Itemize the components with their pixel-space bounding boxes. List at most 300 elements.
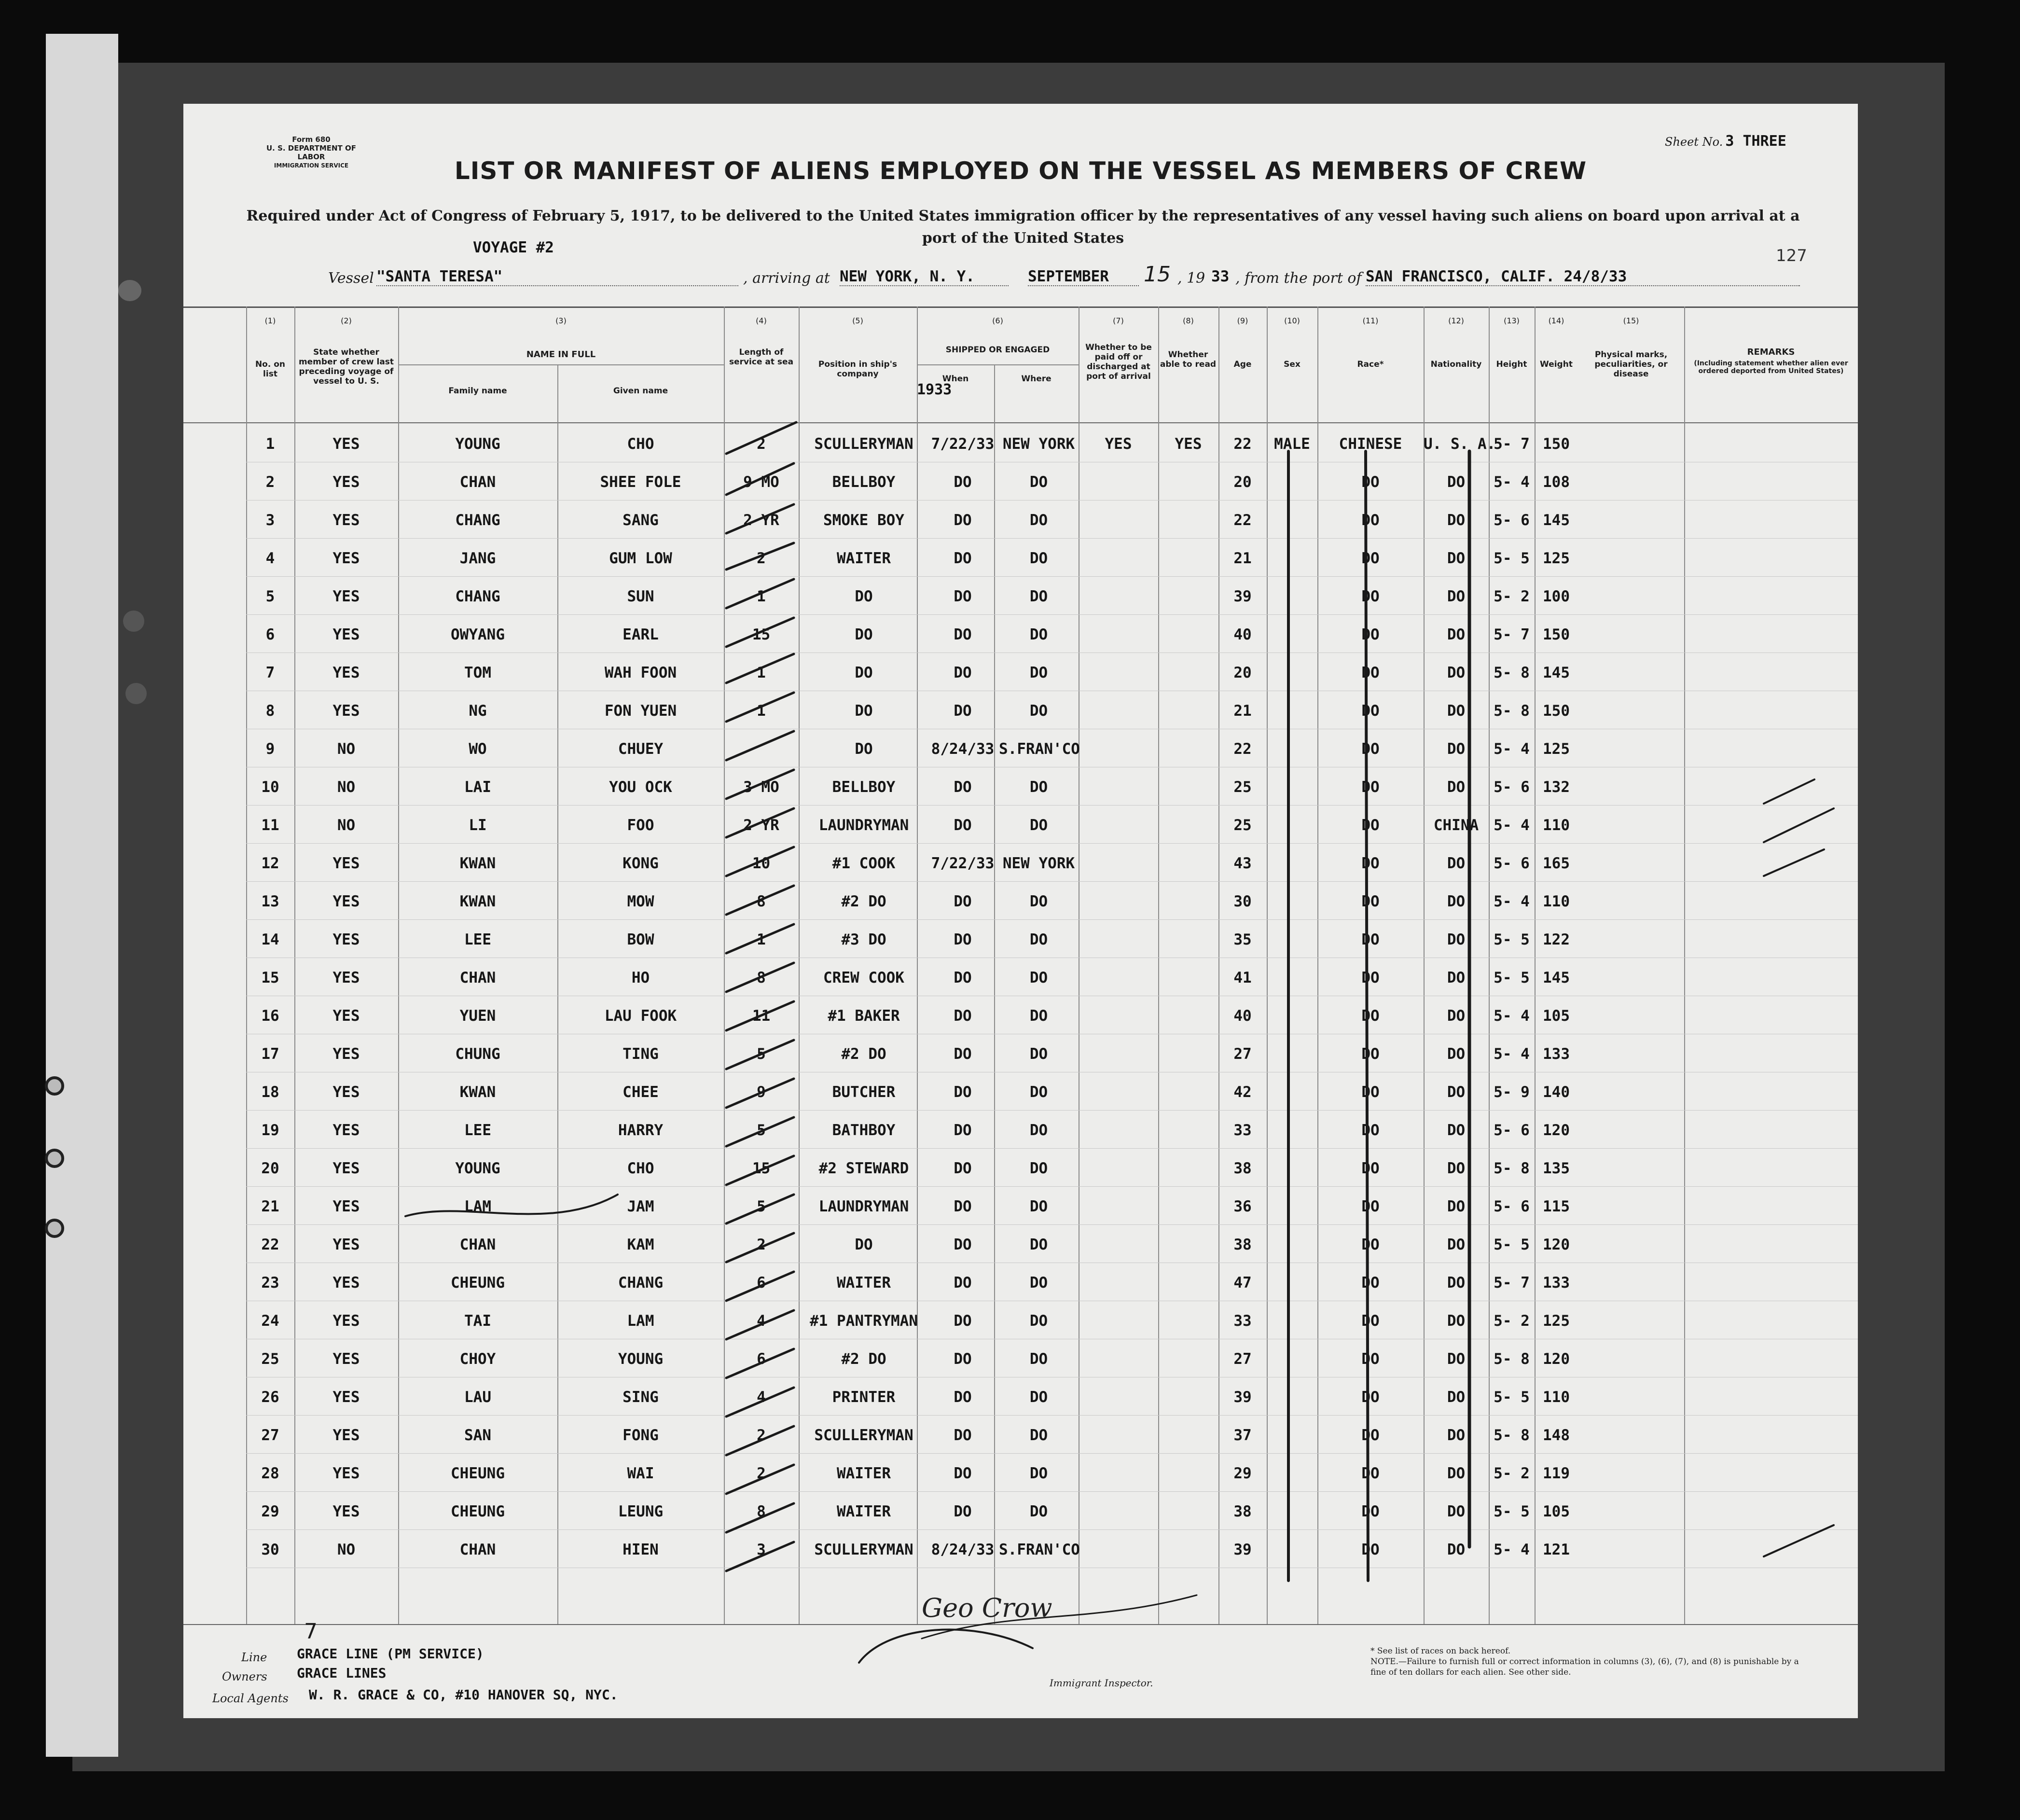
ship-position-cell: SCULLERYMAN	[814, 1427, 913, 1444]
height-cell: 5- 5	[1494, 550, 1530, 567]
check-mark	[726, 847, 794, 876]
given-name-cell: LAM	[627, 1312, 654, 1330]
crew-status-cell: YES	[332, 1389, 360, 1406]
given-name-cell: KONG	[623, 855, 659, 872]
engaged-when-cell: DO	[954, 1160, 972, 1177]
given-name-cell: LEUNG	[618, 1503, 664, 1520]
engaged-when-cell: DO	[954, 817, 972, 834]
given-name-cell: JAM	[627, 1198, 654, 1215]
header-paid-off: Whether to be paid off or discharged at port of arrival	[1085, 343, 1152, 381]
inspector-signature: Geo Crow	[922, 1593, 1052, 1623]
check-mark	[726, 618, 794, 647]
check-mark	[726, 463, 794, 495]
engaged-where-cell: DO	[1029, 1084, 1048, 1101]
engaged-where-cell: DO	[1029, 778, 1048, 796]
age-cell: 22	[1233, 512, 1252, 529]
paid-off-cell: YES	[1105, 435, 1132, 453]
race-cell: DO	[1361, 702, 1380, 720]
service: IMMIGRATION SERVICE	[274, 162, 349, 169]
weight-cell: 133	[1543, 1274, 1570, 1292]
nationality-cell: DO	[1447, 473, 1466, 491]
age-cell: 39	[1233, 588, 1252, 605]
crew-status-cell: YES	[332, 1084, 360, 1101]
given-name-cell: SHEE FOLE	[600, 473, 681, 491]
given-name-cell: HARRY	[618, 1122, 664, 1139]
nationality-cell: DO	[1447, 740, 1466, 758]
height-cell: 5- 2	[1494, 588, 1530, 605]
header-age: Age	[1233, 360, 1252, 369]
nationality-cell: DO	[1447, 1236, 1466, 1253]
handwritten-marks	[183, 104, 1858, 1718]
given-name-cell: TING	[623, 1045, 659, 1063]
height-cell: 5- 4	[1494, 1541, 1530, 1558]
engaged-when-cell: DO	[954, 664, 972, 681]
engaged-when-cell: DO	[954, 893, 972, 910]
engaged-where-cell: DO	[1029, 969, 1048, 986]
height-cell: 5- 4	[1494, 817, 1530, 834]
family-name-cell: CHAN	[459, 1236, 496, 1253]
check-mark	[726, 1040, 794, 1069]
header-remarks: REMARKS	[1747, 347, 1795, 357]
height-cell: 5- 8	[1494, 1160, 1530, 1177]
nationality-cell: DO	[1447, 1122, 1466, 1139]
list-number-cell: 27	[261, 1427, 279, 1444]
agents-label: Local Agents	[212, 1692, 289, 1705]
list-number-cell: 24	[261, 1312, 279, 1330]
engaged-when-cell: 8/24/33	[931, 1541, 995, 1558]
weight-cell: 132	[1543, 778, 1570, 796]
column-number: (11)	[1362, 316, 1379, 325]
family-name-cell: CHAN	[459, 473, 496, 491]
race-cell: DO	[1361, 931, 1380, 948]
check-mark	[726, 1426, 794, 1455]
check-mark	[726, 1079, 794, 1108]
service-length-cell: 2	[757, 1236, 766, 1253]
list-number-cell: 8	[265, 702, 275, 720]
crew-status-cell: NO	[337, 817, 356, 834]
given-name-cell: KAM	[627, 1236, 654, 1253]
crew-status-cell: YES	[332, 1465, 360, 1482]
engaged-where-cell: DO	[1029, 473, 1048, 491]
check-mark	[726, 1310, 794, 1339]
engaged-when-cell: DO	[954, 1007, 972, 1025]
given-name-cell: GUM LOW	[609, 550, 672, 567]
race-cell: DO	[1361, 893, 1380, 910]
race-cell: DO	[1361, 817, 1380, 834]
given-name-cell: FON YUEN	[604, 702, 677, 720]
service-length-cell: 11	[752, 1007, 771, 1025]
service-length-cell: 5	[757, 1198, 766, 1215]
race-cell: DO	[1361, 1236, 1380, 1253]
nationality-cell: DO	[1447, 1045, 1466, 1063]
check-mark	[726, 1349, 794, 1378]
race-cell: DO	[1361, 1274, 1380, 1292]
header-weight: Weight	[1540, 360, 1573, 369]
list-number-cell: 12	[261, 855, 279, 872]
race-cell: DO	[1361, 473, 1380, 491]
age-cell: 27	[1233, 1045, 1252, 1063]
ship-position-cell: DO	[855, 626, 873, 643]
list-number-cell: 14	[261, 931, 279, 948]
family-name-cell: CHEUNG	[451, 1465, 505, 1482]
ship-position-cell: #2 DO	[841, 893, 886, 910]
age-cell: 42	[1233, 1084, 1252, 1101]
engaged-when-cell: DO	[954, 1122, 972, 1139]
engaged-when-cell: DO	[954, 1312, 972, 1330]
engaged-where-cell: DO	[1029, 550, 1048, 567]
family-name-cell: LEE	[464, 931, 491, 948]
column-number: (15)	[1623, 316, 1639, 325]
family-name-cell: OWYANG	[451, 626, 505, 643]
check-mark	[726, 808, 794, 837]
engaged-when-cell: DO	[954, 626, 972, 643]
list-number-cell: 19	[261, 1122, 279, 1139]
list-number-cell: 22	[261, 1236, 279, 1253]
given-name-cell: YOUNG	[618, 1350, 664, 1368]
nationality-cell: DO	[1447, 664, 1466, 681]
crew-status-cell: YES	[332, 1198, 360, 1215]
list-number-cell: 9	[265, 740, 275, 758]
given-name-cell: BOW	[627, 931, 654, 948]
ship-position-cell: DO	[855, 588, 873, 605]
ship-position-cell: DO	[855, 664, 873, 681]
family-name-cell: CHANG	[455, 512, 500, 529]
list-number-cell: 18	[261, 1084, 279, 1101]
nationality-cell: DO	[1447, 626, 1466, 643]
ditto-line	[1366, 451, 1368, 1581]
weight-cell: 105	[1543, 1007, 1570, 1025]
height-cell: 5- 6	[1494, 512, 1530, 529]
service-length-cell: 9 MO	[743, 473, 779, 491]
engaged-when-cell: DO	[954, 473, 972, 491]
weight-cell: 145	[1543, 512, 1570, 529]
line-value: GRACE LINE (PM SERVICE)	[297, 1646, 484, 1662]
manifest-sheet	[183, 104, 1858, 1718]
age-cell: 36	[1233, 1198, 1252, 1215]
ship-position-cell: DO	[855, 702, 873, 720]
height-cell: 5- 5	[1494, 969, 1530, 986]
given-name-cell: CHANG	[618, 1274, 664, 1292]
check-mark	[726, 770, 794, 799]
service-length-cell: 1	[757, 702, 766, 720]
race-cell: DO	[1361, 1503, 1380, 1520]
service-length-cell: 2	[757, 1465, 766, 1482]
weight-cell: 125	[1543, 550, 1570, 567]
height-cell: 5- 8	[1494, 1350, 1530, 1368]
check-mark	[726, 1465, 794, 1494]
service-length-cell: 2 YR	[743, 512, 779, 529]
weight-cell: 140	[1543, 1084, 1570, 1101]
service-length-cell: 4	[757, 1312, 766, 1330]
nationality-cell: DO	[1447, 1389, 1466, 1406]
sex-cell: MALE	[1274, 435, 1310, 453]
weight-cell: 125	[1543, 740, 1570, 758]
engaged-when-cell: DO	[954, 969, 972, 986]
weight-cell: 115	[1543, 1198, 1570, 1215]
header-length-of-service: Length of service at sea	[729, 347, 794, 367]
service-length-cell: 5	[757, 1045, 766, 1063]
crew-status-cell: YES	[332, 1350, 360, 1368]
header-height: Height	[1496, 360, 1527, 369]
header-position: Position in ship's company	[818, 360, 898, 379]
crew-status-cell: YES	[332, 550, 360, 567]
service-length-cell: 8	[757, 969, 766, 986]
check-mark	[726, 654, 794, 683]
engaged-when-cell: DO	[954, 512, 972, 529]
punch-hole	[125, 683, 147, 704]
engaged-when-cell: DO	[954, 778, 972, 796]
list-number-cell: 29	[261, 1503, 279, 1520]
header-nationality: Nationality	[1430, 360, 1482, 369]
column-number: (1)	[264, 316, 276, 325]
family-name-cell: CHAN	[459, 969, 496, 986]
height-cell: 5- 2	[1494, 1465, 1530, 1482]
nationality-cell: DO	[1447, 1084, 1466, 1101]
race-cell: DO	[1361, 1122, 1380, 1139]
crew-status-cell: YES	[332, 1503, 360, 1520]
column-number: (6)	[992, 316, 1003, 325]
age-cell: 20	[1233, 473, 1252, 491]
nationality-cell: DO	[1447, 1350, 1466, 1368]
family-name-cell: YOUNG	[455, 1160, 500, 1177]
ship-position-cell: BELLBOY	[832, 473, 896, 491]
check-mark	[726, 1272, 794, 1301]
header-able-to-read: Whether able to read	[1160, 350, 1217, 369]
list-number-cell: 23	[261, 1274, 279, 1292]
header-no-on-list: No. on list	[255, 360, 286, 379]
age-cell: 29	[1233, 1465, 1252, 1482]
arrival-month: SEPTEMBER	[1028, 268, 1139, 286]
crew-status-cell: YES	[332, 855, 360, 872]
weight-cell: 120	[1543, 1350, 1570, 1368]
header-physical-marks: Physical marks, peculiarities, or disease	[1594, 350, 1668, 379]
family-name-cell: CHEUNG	[451, 1503, 505, 1520]
height-cell: 5- 5	[1494, 931, 1530, 948]
line-owners-block	[212, 1646, 936, 1713]
column-number: (3)	[555, 316, 567, 325]
column-number: (14)	[1548, 316, 1564, 325]
crew-status-cell: YES	[332, 1427, 360, 1444]
race-cell: DO	[1361, 969, 1380, 986]
engaged-when-cell: 8/24/33	[931, 740, 995, 758]
height-cell: 5- 4	[1494, 740, 1530, 758]
nationality-cell: DO	[1447, 1541, 1466, 1558]
weight-cell: 110	[1543, 1389, 1570, 1406]
list-number-cell: 16	[261, 1007, 279, 1025]
crew-status-cell: YES	[332, 893, 360, 910]
height-cell: 5- 4	[1494, 473, 1530, 491]
engaged-where-cell: DO	[1029, 1160, 1048, 1177]
service-length-cell: 6	[757, 1350, 766, 1368]
ship-position-cell: LAUNDRYMAN	[818, 817, 909, 834]
nationality-cell: DO	[1447, 1312, 1466, 1330]
engaged-when-cell: 7/22/33	[931, 855, 995, 872]
list-number-cell: 13	[261, 893, 279, 910]
list-number-cell: 26	[261, 1389, 279, 1406]
weight-cell: 108	[1543, 473, 1570, 491]
binder-hole	[45, 1219, 64, 1238]
ship-position-cell: WAITER	[837, 550, 891, 567]
header-when: When	[942, 374, 969, 384]
check-mark	[726, 543, 794, 570]
list-number-cell: 4	[265, 550, 275, 567]
family-name-cell: KWAN	[459, 855, 496, 872]
weight-cell: 150	[1543, 702, 1570, 720]
crew-status-cell: YES	[332, 1236, 360, 1253]
nationality-cell: DO	[1447, 893, 1466, 910]
ship-position-cell: SCULLERYMAN	[814, 1541, 913, 1558]
engaged-where-cell: DO	[1029, 1503, 1048, 1520]
height-cell: 5- 6	[1494, 778, 1530, 796]
service-length-cell: 15	[752, 1160, 771, 1177]
arrival-day: 15	[1144, 262, 1171, 287]
height-cell: 5- 4	[1494, 1007, 1530, 1025]
weight-cell: 150	[1543, 435, 1570, 453]
service-length-cell: 2	[757, 435, 766, 453]
service-length-cell: 1	[757, 588, 766, 605]
age-cell: 33	[1233, 1312, 1252, 1330]
given-name-cell: CHUEY	[618, 740, 664, 758]
engaged-when-cell: DO	[954, 931, 972, 948]
column-number: (10)	[1284, 316, 1300, 325]
column-number: (4)	[756, 316, 767, 325]
service-length-cell: 1	[757, 931, 766, 948]
owners-label: Owners	[222, 1670, 267, 1683]
weight-cell: 125	[1543, 1312, 1570, 1330]
voyage-number: VOYAGE #2	[473, 239, 554, 256]
given-name-cell: CHEE	[623, 1084, 659, 1101]
weight-cell: 120	[1543, 1122, 1570, 1139]
nationality-cell: DO	[1447, 512, 1466, 529]
header-remarks-note: (Including statement whether alien ever ordered deported from United States)	[1694, 360, 1848, 375]
race-cell: DO	[1361, 1007, 1380, 1025]
check-mark	[726, 1117, 794, 1146]
weight-cell: 148	[1543, 1427, 1570, 1444]
family-name-cell: LAU	[464, 1389, 491, 1406]
check-mark	[726, 693, 794, 722]
punch-hole	[118, 280, 141, 301]
engaged-where-cell: NEW YORK	[1002, 435, 1075, 453]
weight-cell: 120	[1543, 1236, 1570, 1253]
remarks-mark	[1764, 849, 1824, 876]
column-number: (9)	[1237, 316, 1248, 325]
service-length-cell: 3 MO	[743, 778, 779, 796]
department: U. S. DEPARTMENT OF LABOR	[266, 144, 357, 161]
check-mark	[726, 504, 794, 533]
given-name-cell: SANG	[623, 512, 659, 529]
crew-status-cell: YES	[332, 1312, 360, 1330]
page-number: 127	[1776, 246, 1807, 265]
nationality-cell: DO	[1447, 1198, 1466, 1215]
ship-position-cell: WAITER	[837, 1465, 891, 1482]
engaged-where-cell: DO	[1029, 588, 1048, 605]
check-mark	[726, 1388, 794, 1417]
form-number: Form 680	[292, 135, 331, 144]
remarks-mark	[1764, 1525, 1834, 1556]
remarks-mark	[1764, 808, 1834, 842]
binder-strip	[46, 34, 118, 1757]
nationality-cell: DO	[1447, 855, 1466, 872]
nationality-cell: DO	[1447, 1274, 1466, 1292]
engaged-when-cell: DO	[954, 1503, 972, 1520]
race-cell: DO	[1361, 1465, 1380, 1482]
family-name-cell: YOUNG	[455, 435, 500, 453]
engaged-when-cell: DO	[954, 1427, 972, 1444]
age-cell: 25	[1233, 778, 1252, 796]
crew-status-cell: YES	[332, 931, 360, 948]
family-name-cell: YUEN	[459, 1007, 496, 1025]
engaged-where-cell: DO	[1029, 664, 1048, 681]
crew-status-cell: YES	[332, 512, 360, 529]
engaged-where-cell: DO	[1029, 1274, 1048, 1292]
height-cell: 5- 7	[1494, 626, 1530, 643]
family-name-cell: TAI	[464, 1312, 491, 1330]
arrival-port: NEW YORK, N. Y.	[840, 268, 1009, 286]
race-cell: DO	[1361, 740, 1380, 758]
list-number-cell: 15	[261, 969, 279, 986]
height-cell: 5- 8	[1494, 702, 1530, 720]
age-cell: 38	[1233, 1503, 1252, 1520]
family-name-cell: JANG	[459, 550, 496, 567]
height-cell: 5- 4	[1494, 893, 1530, 910]
crew-status-cell: YES	[332, 435, 360, 453]
family-name-cell: CHAN	[459, 1541, 496, 1558]
check-mark	[726, 924, 794, 953]
height-cell: 5- 9	[1494, 1084, 1530, 1101]
column-number: (12)	[1448, 316, 1464, 325]
engaged-where-cell: DO	[1029, 512, 1048, 529]
given-name-cell: HIEN	[623, 1541, 659, 1558]
engaged-where-cell: DO	[1029, 1122, 1048, 1139]
engaged-when-cell: DO	[954, 1465, 972, 1482]
race-cell: DO	[1361, 1350, 1380, 1368]
family-name-cell: KWAN	[459, 1084, 496, 1101]
ship-position-cell: PRINTER	[832, 1389, 896, 1406]
check-mark	[726, 579, 794, 608]
race-cell: DO	[1361, 1160, 1380, 1177]
race-cell: DO	[1361, 1541, 1380, 1558]
nationality-cell: DO	[1447, 1503, 1466, 1520]
service-length-cell: 6	[757, 1274, 766, 1292]
punch-hole	[123, 611, 144, 632]
height-cell: 5- 4	[1494, 1045, 1530, 1063]
given-name-cell: LAU FOOK	[604, 1007, 677, 1025]
service-length-cell: 3	[757, 1541, 766, 1558]
service-length-cell: 9	[757, 1084, 766, 1101]
service-length-cell: 10	[752, 855, 771, 872]
given-name-cell: SING	[623, 1389, 659, 1406]
list-number-cell: 2	[265, 473, 275, 491]
service-length-cell: 15	[752, 626, 771, 643]
column-number: (2)	[341, 316, 352, 325]
weight-cell: 145	[1543, 969, 1570, 986]
engaged-where-cell: S.FRAN'CO	[999, 1541, 1080, 1558]
service-length-cell: 8	[757, 893, 766, 910]
weight-cell: 135	[1543, 1160, 1570, 1177]
age-cell: 27	[1233, 1350, 1252, 1368]
crew-status-cell: YES	[332, 473, 360, 491]
ship-position-cell: DO	[855, 1236, 873, 1253]
ship-position-cell: BATHBOY	[832, 1122, 896, 1139]
engaged-when-cell: DO	[954, 1274, 972, 1292]
race-cell: DO	[1361, 550, 1380, 567]
engaged-when-cell: DO	[954, 1045, 972, 1063]
year-prefix: , 19	[1177, 270, 1205, 287]
service-length-cell: 5	[757, 1122, 766, 1139]
engaged-where-cell: DO	[1029, 931, 1048, 948]
engaged-where-cell: S.FRAN'CO	[999, 740, 1080, 758]
race-cell: CHINESE	[1339, 435, 1402, 453]
